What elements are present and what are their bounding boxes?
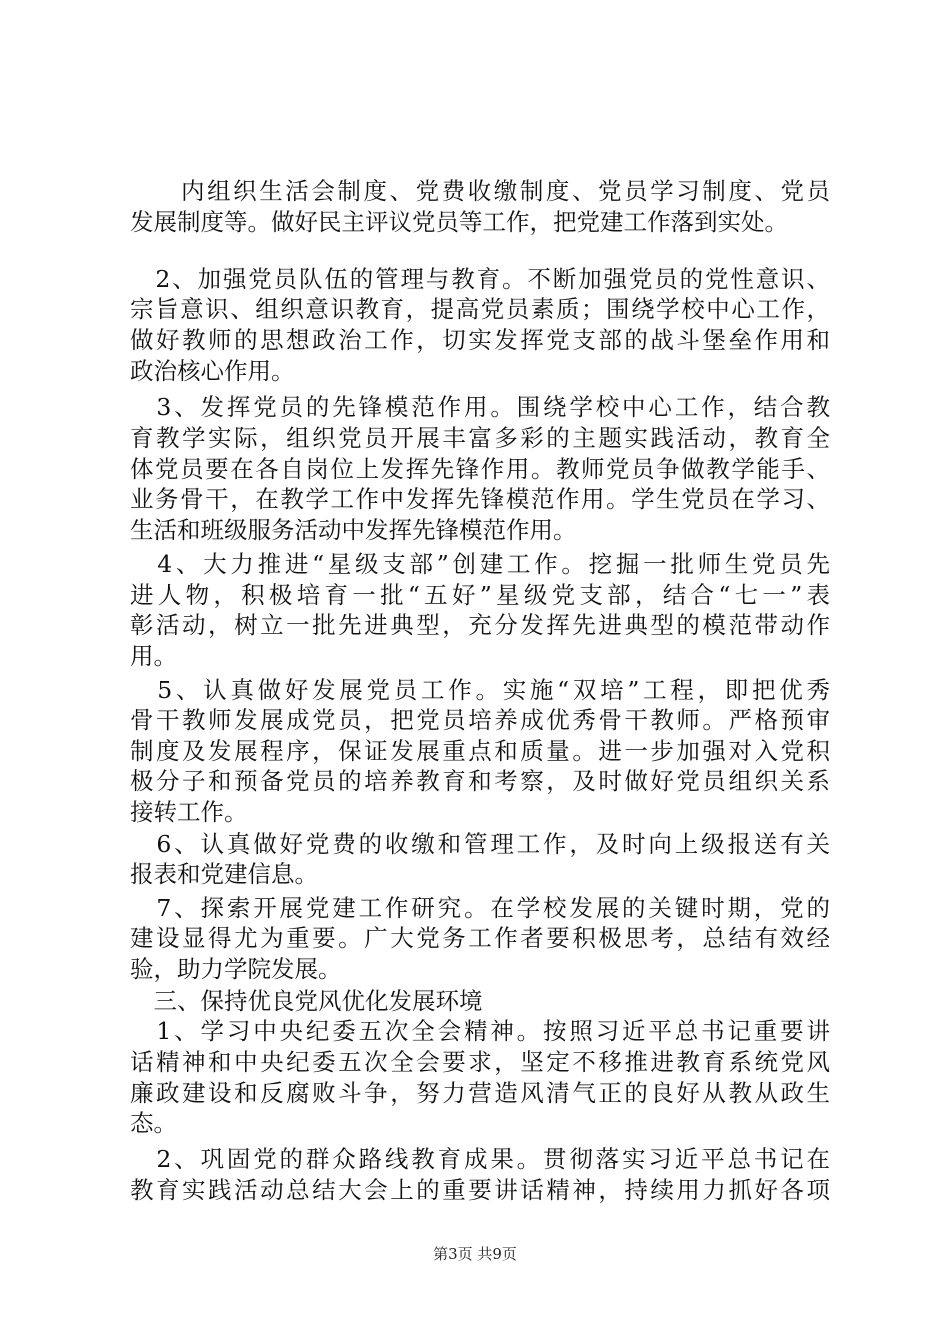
text-line: 生活和班级服务活动中发挥先锋模范作用。 — [130, 516, 577, 544]
text-line: 建设显得尤为重要。广大党务工作者要积极思考，总结有效经 — [130, 924, 830, 952]
text-line: 政治核心作用。 — [130, 357, 295, 385]
text-line: 报表和党建信息。 — [130, 860, 318, 888]
text-line: 态。 — [130, 1109, 177, 1137]
text-line: 6、认真做好党费的收缴和管理工作，及时向上级报送有关 — [130, 830, 830, 858]
text-line: 验，助力学院发展。 — [130, 955, 342, 983]
text-line: 接转工作。 — [130, 798, 248, 826]
text-line: 2、加强党员队伍的管理与教育。不断加强党员的党性意识、 — [130, 265, 830, 293]
text-line: 内组织生活会制度、党费收缴制度、党员学习制度、党员 — [155, 177, 830, 205]
text-line: 做好教师的思想政治工作，切实发挥党支部的战斗堡垒作用和 — [130, 326, 830, 354]
text-line: 5、认真做好发展党员工作。实施“双培”工程，即把优秀 — [130, 676, 830, 704]
text-line: 1、学习中央纪委五次全会精神。按照习近平总书记重要讲 — [130, 1017, 830, 1045]
text-line: 进人物，积极培育一批“五好”星级党支部，结合“七一”表 — [130, 581, 830, 609]
text-line: 用。 — [130, 642, 177, 670]
text-line: 教育实践活动总结大会上的重要讲话精神，持续用力抓好各项 — [130, 1176, 830, 1204]
text-line: 彰活动，树立一批先进典型，充分发挥先进典型的模范带动作 — [130, 611, 830, 639]
text-line: 制度及发展程序，保证发展重点和质量。进一步加强对入党积 — [130, 737, 830, 765]
text-line: 廉政建设和反腐败斗争，努力营造风清气正的良好从教从政生 — [130, 1079, 830, 1107]
text-line: 育教学实际，组织党员开展丰富多彩的主题实践活动，教育全 — [130, 424, 830, 452]
text-line: 7、探索开展党建工作研究。在学校发展的关键时期，党的 — [130, 894, 830, 922]
text-line: 4、大力推进“星级支部”创建工作。挖掘一批师生党员先 — [130, 550, 830, 578]
text-line: 极分子和预备党员的培养教育和考察，及时做好党员组织关系 — [130, 767, 830, 795]
text-line: 三、保持优良党风优化发展环境 — [130, 987, 483, 1015]
text-line: 体党员要在各自岗位上发挥先锋作用。教师党员争做教学能手、 — [130, 455, 830, 483]
text-line: 发展制度等。做好民主评议党员等工作，把党建工作落到实处。 — [130, 208, 788, 236]
text-line: 骨干教师发展成党员，把党员培养成优秀骨干教师。严格预审 — [130, 706, 830, 734]
text-line: 话精神和中央纪委五次全会要求，坚定不移推进教育系统党风 — [130, 1048, 830, 1076]
text-line: 3、发挥党员的先锋模范作用。围绕学校中心工作，结合教 — [130, 393, 830, 421]
text-line: 宗旨意识、组织意识教育，提高党员素质；围绕学校中心工作， — [130, 295, 830, 323]
text-line: 业务骨干，在教学工作中发挥先锋模范作用。学生党员在学习、 — [130, 485, 830, 513]
page-footer: 第3页 共9页 — [433, 1245, 517, 1263]
text-line: 2、巩固党的群众路线教育成果。贯彻落实习近平总书记在 — [130, 1145, 830, 1173]
